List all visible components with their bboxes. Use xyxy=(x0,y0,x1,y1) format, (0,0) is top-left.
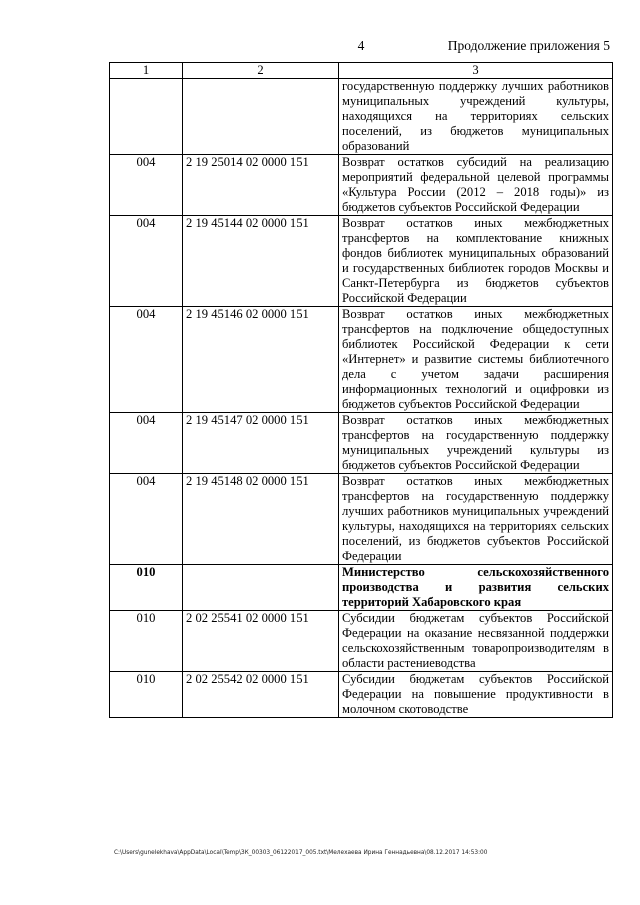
admin-code-cell: 004 xyxy=(110,307,183,413)
table-row xyxy=(110,672,613,718)
revenue-code-cell: 2 19 45146 02 0000 151 xyxy=(183,307,339,413)
revenue-code-cell: 2 19 25014 02 0000 151 xyxy=(183,155,339,216)
revenue-name-cell: Возврат остатков субсидий на реализацию мероприятий федеральной целевой программы «Культура России (2012 – 2018 годы)» из бюджетов субъектов Российской Федерации xyxy=(339,155,613,216)
revenue-name-cell: Возврат остатков иных межбюджетных трансфертов на государственную поддержку муниципальных учреждений культуры из бюджетов субъектов Российской Федерации xyxy=(339,413,613,474)
revenue-name-cell: Возврат остатков иных межбюджетных трансфертов на подключение общедоступных библиотек Российской Федерации к сети «Интернет» и развитие системы библиотечного дела с учетом задачи расширения информационных технологий и оцифровки из бюджетов субъектов Российской Федерации xyxy=(339,307,613,413)
revenue-codes-table xyxy=(109,62,613,718)
revenue-code-cell xyxy=(183,79,339,155)
column-header-3: 3 xyxy=(339,63,613,79)
table-body xyxy=(110,79,613,718)
admin-code-cell: 010 xyxy=(110,611,183,672)
admin-code-cell: 010 xyxy=(110,672,183,718)
table-row xyxy=(110,216,613,307)
column-header-row xyxy=(110,63,613,79)
table-row xyxy=(110,79,613,155)
revenue-code-cell: 2 19 45147 02 0000 151 xyxy=(183,413,339,474)
revenue-name-cell: Субсидии бюджетам субъектов Российской Федерации на повышение продуктивности в молочном скотоводстве xyxy=(339,672,613,718)
file-path-footer: C:\Users\gunelekhava\AppData\Local\Temp\ЗК_00303_06122017_005.txt\Мелехаева Ирина Геннадьевна\08.12.2017 14:53:00 xyxy=(114,850,488,856)
table-row xyxy=(110,565,613,611)
table-row xyxy=(110,155,613,216)
revenue-name-cell: государственную поддержку лучших работников муниципальных учреждений культуры, находящихся на территориях сельских поселений, из бюджетов муниципальных образований xyxy=(339,79,613,155)
revenue-code-cell: 2 02 25541 02 0000 151 xyxy=(183,611,339,672)
column-header-1: 1 xyxy=(110,63,183,79)
revenue-name-cell: Возврат остатков иных межбюджетных трансфертов на государственную поддержку лучших работников муниципальных учреждений культуры, находящихся на территориях сельских поселений, из бюджетов субъектов Российской Федерации xyxy=(339,474,613,565)
revenue-code-cell: 2 19 45148 02 0000 151 xyxy=(183,474,339,565)
admin-code-cell: 004 xyxy=(110,474,183,565)
admin-code-cell: 004 xyxy=(110,155,183,216)
revenue-code-cell: 2 19 45144 02 0000 151 xyxy=(183,216,339,307)
admin-code-cell: 010 xyxy=(110,565,183,611)
column-header-2: 2 xyxy=(183,63,339,79)
revenue-name-cell: Субсидии бюджетам субъектов Российской Федерации на оказание несвязанной поддержки сельскохозяйственным товаропроизводителям в области растениеводства xyxy=(339,611,613,672)
page-number: 4 xyxy=(357,38,365,53)
admin-code-cell: 004 xyxy=(110,413,183,474)
table-row xyxy=(110,474,613,565)
revenue-name-cell: Возврат остатков иных межбюджетных трансфертов на комплектование книжных фондов библиотек муниципальных образований и государственных библиотек городов Москвы и Санкт-Петербурга из бюджетов субъектов Российской Федерации xyxy=(339,216,613,307)
revenue-name-cell: Министерство сельскохозяйственного производства и развития сельских территорий Хабаровского края xyxy=(339,565,613,611)
revenue-code-cell: 2 02 25542 02 0000 151 xyxy=(183,672,339,718)
admin-code-cell xyxy=(110,79,183,155)
table-row xyxy=(110,307,613,413)
continuation-label: Продолжение приложения 5 xyxy=(447,38,610,53)
table-row xyxy=(110,611,613,672)
revenue-code-cell xyxy=(183,565,339,611)
admin-code-cell: 004 xyxy=(110,216,183,307)
table-row xyxy=(110,413,613,474)
